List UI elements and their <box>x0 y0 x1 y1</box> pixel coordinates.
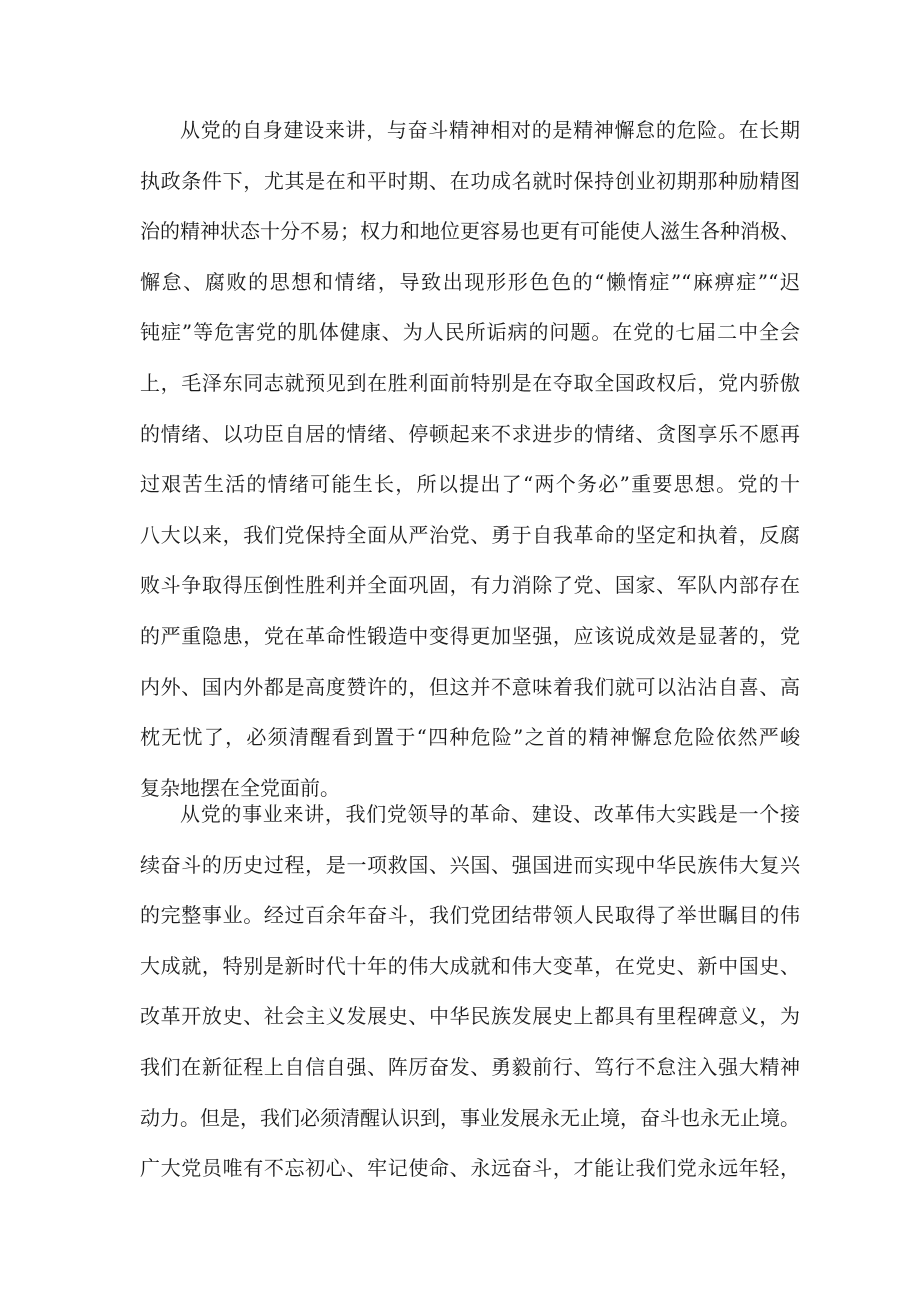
text-line: 广大党员唯有不忘初心、牢记使命、永远奋斗，才能让我们党永远年轻， <box>140 1156 800 1181</box>
text-line: 续奋斗的历史过程，是一项救国、兴国、强国进而实现中华民族伟大复兴 <box>140 852 800 877</box>
text-line: 治的精神状态十分不易；权力和地位更容易也更有可能使人滋生各种消极、 <box>140 219 800 244</box>
text-line: 过艰苦生活的情绪可能生长，所以提出了“两个务必”重要思想。党的十 <box>140 472 800 497</box>
text-line: 执政条件下，尤其是在和平时期、在功成名就时保持创业初期那种励精图 <box>140 168 800 193</box>
text-line: 的完整事业。经过百余年奋斗，我们党团结带领人民取得了举世瞩目的伟 <box>140 903 800 928</box>
text-line: 动力。但是，我们必须清醒认识到，事业发展永无止境，奋斗也永无止境。 <box>140 1105 800 1130</box>
text-line: 从党的自身建设来讲，与奋斗精神相对的是精神懈怠的危险。在长期 <box>180 118 800 142</box>
paragraph-2 <box>140 789 800 1194</box>
text-line: 的情绪、以功臣自居的情绪、停顿起来不求进步的情绪、贪图享乐不愿再 <box>140 421 800 446</box>
text-line: 的严重隐患，党在革命性锻造中变得更加坚强，应该说成效是显著的，党 <box>140 623 800 648</box>
text-line: 从党的事业来讲，我们党领导的革命、建设、改革伟大实践是一个接 <box>180 802 800 826</box>
text-line: 败斗争取得压倒性胜利并全面巩固，有力消除了党、国家、军队内部存在 <box>140 573 800 598</box>
text-line: 上，毛泽东同志就预见到在胜利面前特别是在夺取全国政权后，党内骄傲 <box>140 370 800 395</box>
text-line: 复杂地摆在全党面前。 <box>140 775 340 800</box>
text-line: 我们在新征程上自信自强、阵厉奋发、勇毅前行、笃行不怠注入强大精神 <box>140 1054 800 1079</box>
text-line: 八大以来，我们党保持全面从严治党、勇于自我革命的坚定和执着，反腐 <box>140 522 800 547</box>
text-line: 大成就，特别是新时代十年的伟大成就和伟大变革，在党史、新中国史、 <box>140 953 800 978</box>
text-line: 懈怠、腐败的思想和情绪，导致出现形形色色的“懒惰症”“麻痹症”“迟 <box>140 269 800 294</box>
text-line: 改革开放史、社会主义发展史、中华民族发展史上都具有里程碑意义，为 <box>140 1004 800 1029</box>
text-line: 枕无忧了，必须清醒看到置于“四种危险”之首的精神懈怠危险依然严峻 <box>140 725 800 750</box>
paragraph-1 <box>140 105 800 813</box>
text-line: 钝症”等危害党的肌体健康、为人民所诟病的问题。在党的七届二中全会 <box>140 320 800 345</box>
text-line: 内外、国内外都是高度赞许的，但这并不意味着我们就可以沾沾自喜、高 <box>140 674 800 699</box>
